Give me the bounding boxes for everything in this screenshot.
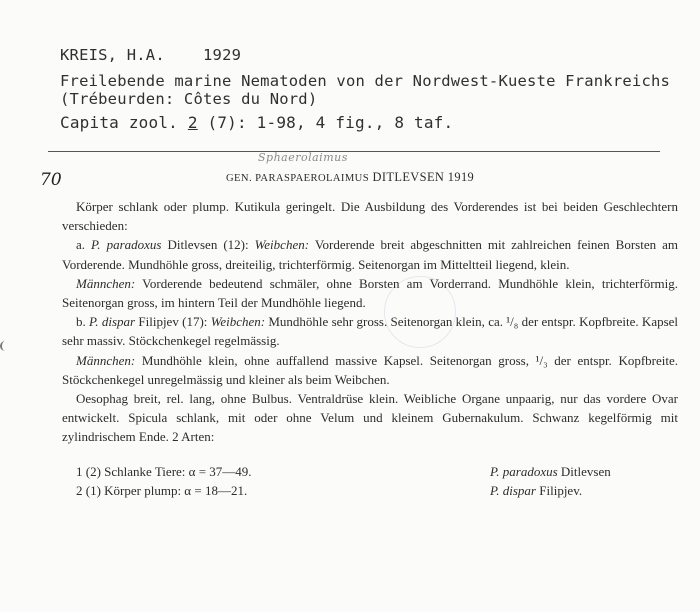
species-b-text: Mundhöhle sehr gross. Seitenorgan klein, ca. ¹/₈ der entspr. Kopfbreite. Kapsel sehr massiv. Stöckchenkegel regelmässig.	[62, 314, 679, 349]
key-author: Filipjev.	[536, 483, 583, 498]
genus-name: PARASPAEROLAIMUS	[255, 173, 370, 184]
key-couplet: 1 (2) Schlanke Tiere: α = 37—49.	[76, 464, 252, 479]
species-a-male-label: Männchen:	[76, 275, 136, 291]
species-a-female	[62, 235, 678, 273]
species-a-text: Vorderende breit abgeschnitten mit zahlreichen feinen Borsten am Vorderende. Mundhöhle gross, dreiteilig, trichterförmig. Seitenorgan im Mitteltteil liegend, klein.	[62, 237, 679, 272]
species-a-sex: Weibchen:	[254, 237, 310, 253]
intro-paragraph: Körper schlank oder plump. Kutikula geringelt. Die Ausbildung des Vorderendes ist bei beiden Geschlechtern verschieden:	[62, 199, 678, 234]
species-a-author: Ditlevsen (12):	[161, 237, 255, 253]
key-species: P. dispar	[490, 483, 536, 498]
genus-prefix: GEN.	[226, 173, 256, 184]
key-author: Ditlevsen	[557, 464, 611, 479]
pencil-annotation: Sphaerolaimus	[258, 151, 348, 164]
reference-pages: (7): 1-98, 4 fig., 8 taf.	[197, 113, 454, 132]
species-a-label: a.	[76, 237, 92, 253]
identification-key	[76, 462, 636, 500]
reference-title-line-2: (Trébeurden: Côtes du Nord)	[60, 90, 318, 108]
reference-author-line	[60, 46, 241, 64]
species-a-name: P. paradoxus	[91, 237, 162, 253]
species-b-female	[62, 312, 678, 350]
key-couplet: 2 (1) Körper plump: α = 18—21.	[76, 483, 248, 498]
edge-mark	[0, 341, 10, 351]
page-number: 70	[40, 170, 62, 190]
reference-title-line-1: Freilebende marine Nematoden von der Nordwest-Kueste Frankreichs	[60, 72, 671, 90]
genus-author: DITLEVSEN 1919	[369, 170, 475, 184]
species-b-sex: Weibchen:	[210, 314, 266, 330]
species-b-male-text: Mundhöhle klein, ohne auffallend massive Kapsel. Seitenorgan gross, ¹/₃ der entspr. Kopfbreite. Stöckchenkegel unregelmässig und kleiner als beim Weibchen.	[62, 352, 678, 387]
key-result	[490, 481, 582, 500]
species-b-author: Filipjev (17):	[135, 314, 211, 330]
closing-paragraph: Oesophag breit, rel. lang, ohne Bulbus. Ventraldrüse klein. Weibliche Organe unpaarig, nur das vordere Ovar entwickelt. Spicula schlank, mit oder ohne Velum und kleinem Gubernakulum. Schwanz kegelförmig mit zylindrischem Ende. 2 Arten:	[62, 391, 678, 445]
key-row	[76, 481, 636, 500]
species-a-male	[62, 274, 678, 312]
species-b-male-label: Männchen:	[76, 352, 136, 368]
key-result	[490, 462, 611, 481]
species-b-male	[62, 351, 678, 389]
clipping-edge	[48, 151, 660, 152]
key-row	[76, 462, 636, 481]
species-b-name: P. dispar	[89, 314, 136, 330]
reference-year: 1929	[203, 46, 242, 64]
description-body	[62, 197, 678, 447]
species-b-label: b.	[76, 314, 90, 330]
reference-volume: 2	[187, 113, 198, 132]
key-species: P. paradoxus	[490, 464, 558, 479]
genus-header	[226, 170, 474, 185]
reference-citation	[60, 113, 453, 132]
reference-author: KREIS, H.A.	[60, 46, 165, 64]
species-a-male-text: Vorderende bedeutend schmäler, ohne Borsten am Vorderrand. Mundhöhle klein, trichterförmig. Seitenorgan gross, im hintern Teil der Mundhöhle liegend.	[62, 275, 678, 311]
reference-journal: Capita zool.	[60, 113, 178, 132]
